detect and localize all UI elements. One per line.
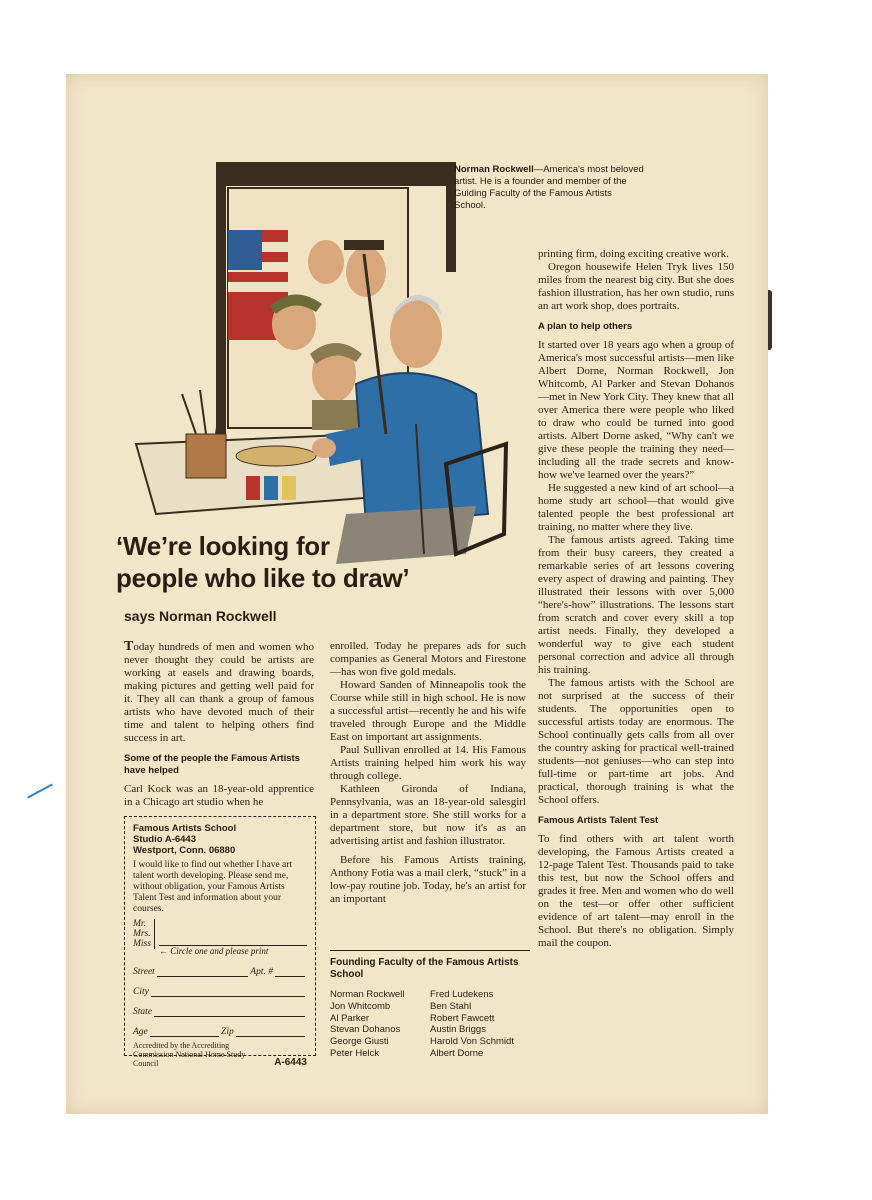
caption-name: Norman Rockwell xyxy=(454,164,534,175)
right-paragraph-4: He suggested a new kind of art school—a home study art school—that would give talented people the best professional art training, no matter where they live. xyxy=(538,482,734,533)
middle-column xyxy=(330,640,526,906)
faculty-col-2 xyxy=(430,989,530,1060)
faculty-member: Peter Helck xyxy=(330,1047,380,1059)
coupon-request-text: I would like to find out whether I have art talent worth developing. Please send me, without obligation, your Famous Artists Talent Test and information about your courses. xyxy=(133,860,293,914)
faculty-member: Harold Von Schmidt xyxy=(430,1036,514,1048)
right-paragraph-2: Oregon housewife Helen Tryk lives 150 miles from the nearest big city. But she does fashion illustration, has her own studio, runs an art work shop, does portraits. xyxy=(538,261,734,312)
title-miss[interactable]: Miss xyxy=(133,939,151,949)
headline xyxy=(116,530,516,594)
founding-faculty xyxy=(330,950,530,1060)
right-paragraph-6: The famous artists with the School are not surprised at the success of their students. The opportunities open to successful artists today are enormous. The School continually gets calls from all over the country asking for practical well-trained students—not geniuses—who can step into full-time or part-time art jobs. And practical, thorough training is what the School offers. xyxy=(538,677,734,806)
plan-heading: A plan to help others xyxy=(538,321,633,332)
title-mr[interactable]: Mr. xyxy=(133,919,146,929)
city-line[interactable] xyxy=(151,986,305,997)
headline-line-1: ‘We’re looking for xyxy=(116,531,330,561)
right-paragraph-3: It started over 18 years ago when a group of America's most successful artists—men like Albert Dorne, Norman Rockwell, Jon Whitcomb, Al Parker and Stevan Dohanos—met in New York City. They knew that all over America there were people who liked to draw who could be turned into good artists. Albert Dorne asked, “Why can't we give these people the training they need—including all the trade secrets and know-how we've learned over the years?” xyxy=(538,339,734,481)
coupon-title-field[interactable] xyxy=(133,919,307,956)
street-field[interactable] xyxy=(133,957,307,977)
faculty-col-1 xyxy=(330,989,430,1060)
circle-instruction: ← Circle one and please print xyxy=(158,945,269,956)
zip-label: Zip xyxy=(221,1027,234,1037)
faculty-member: Jon Whitcomb xyxy=(330,1000,391,1012)
right-paragraph-5: The famous artists agreed. Taking time from their busy careers, they created a remarkable series of art lessons covering every aspect of drawing and painting. They illustrated their lessons with over 5,000 “here's-how” illustrations. The lessons start from scratch and cover every skill a top artist needs. Finally, they developed a wonderful way to give each student personal correction and advice all through his training. xyxy=(538,534,734,676)
mail-coupon[interactable] xyxy=(124,816,316,1068)
illustration-caption xyxy=(454,164,644,212)
mid-paragraph-5: Before his Famous Artists training, Anthony Fotia was a mail clerk, “stuck” in a low-pay routine job. Today, he's an artist for an important xyxy=(330,854,526,905)
magazine-page xyxy=(66,74,768,1114)
accreditation-row xyxy=(133,1041,307,1068)
age-zip-field[interactable] xyxy=(133,1017,307,1037)
city-field[interactable] xyxy=(133,977,307,997)
faculty-member: Al Parker xyxy=(330,1012,370,1024)
mid-paragraph-1: enrolled. Today he prepares ads for such companies as General Motors and Firestone—has won five gold medals. xyxy=(330,640,526,678)
intro-initial: T xyxy=(124,639,134,654)
helped-heading: Some of the people the Famous Artists have helped xyxy=(124,753,300,776)
state-line[interactable] xyxy=(154,1006,305,1017)
coupon-school: Famous Artists School xyxy=(133,823,237,834)
title-options[interactable] xyxy=(133,919,155,949)
coupon-code: A-6443 xyxy=(274,1057,307,1068)
apt-line[interactable] xyxy=(275,966,305,977)
accreditation-text: Accredited by the Accrediting Commission National Home Study Council xyxy=(133,1041,246,1068)
intro-paragraph xyxy=(124,640,314,745)
coupon-studio: Studio A-6443 xyxy=(133,834,196,845)
faculty-member: Norman Rockwell xyxy=(330,989,405,1000)
mid-paragraph-3: Paul Sullivan enrolled at 14. His Famous Artists training helped him work his way through college. xyxy=(330,744,526,782)
state-field[interactable] xyxy=(133,997,307,1017)
apt-label: Apt. # xyxy=(250,967,273,977)
faculty-member: George Giusti xyxy=(330,1036,389,1048)
mid-paragraph-4: Kathleen Gironda of Indiana, Pennsylvania, was an 18-year-old salesgirl in a department store. She still works for a department store, but now it's as an advertising artist and fashion illustrator. xyxy=(330,783,526,847)
caption-text: —America's most beloved artist. He is a founder and member of the Guiding Faculty of the Famous Artists School. xyxy=(454,164,644,211)
right-column xyxy=(538,248,734,950)
intro-text: oday hundreds of men and women who never thought they could be artists are working at easels and drawing boards, making pictures and getting well paid for it. They all can thank a group of famous artists who have devoted much of their time and talent to helping others find success in art. xyxy=(124,641,314,744)
age-line[interactable] xyxy=(150,1026,219,1037)
faculty-heading: Founding Faculty of the Famous Artists School xyxy=(330,957,519,980)
coupon-address xyxy=(133,823,307,856)
carl-paragraph: Carl Kock was an 18-year-old apprentice in a Chicago art studio when he xyxy=(124,783,314,808)
street-label: Street xyxy=(133,967,155,977)
faculty-names xyxy=(330,989,530,1060)
left-column xyxy=(124,640,314,809)
headline-line-2: people who like to draw’ xyxy=(116,563,410,593)
name-line[interactable] xyxy=(158,923,307,956)
faculty-member: Fred Ludekens xyxy=(430,989,494,1000)
subhead: says Norman Rockwell xyxy=(124,608,277,624)
mid-paragraph-2: Howard Sanden of Minneapolis took the Course while still in high school. He is now a successful artist—recently he and his wife traveled through Europe and the Middle East on important art assignments. xyxy=(330,679,526,743)
right-paragraph-7: To find others with art talent worth developing, the Famous Artists created a 12-page Talent Test. Thousands paid to take this test, but now the School offers and grades it free. Men and women who do well on the test—or offer other sufficient evidence of art talent—may enroll in the School. But there's no obligation. Simply mail the coupon. xyxy=(538,833,734,949)
age-label: Age xyxy=(133,1027,148,1037)
coupon-city: Westport, Conn. 06880 xyxy=(133,845,236,856)
city-label: City xyxy=(133,987,149,997)
talent-test-heading: Famous Artists Talent Test xyxy=(538,815,659,826)
faculty-divider xyxy=(330,950,530,951)
faculty-member: Austin Briggs xyxy=(430,1024,486,1036)
street-line[interactable] xyxy=(157,966,248,977)
right-paragraph-1: printing firm, doing exciting creative work. xyxy=(538,248,729,260)
faculty-member: Ben Stahl xyxy=(430,1000,472,1012)
zip-line[interactable] xyxy=(236,1026,305,1037)
title-mrs[interactable]: Mrs. xyxy=(133,929,151,939)
state-label: State xyxy=(133,1007,152,1017)
faculty-member: Robert Fawcett xyxy=(430,1012,495,1024)
faculty-member: Albert Dorne xyxy=(430,1047,484,1059)
faculty-member: Stevan Dohanos xyxy=(330,1024,401,1036)
